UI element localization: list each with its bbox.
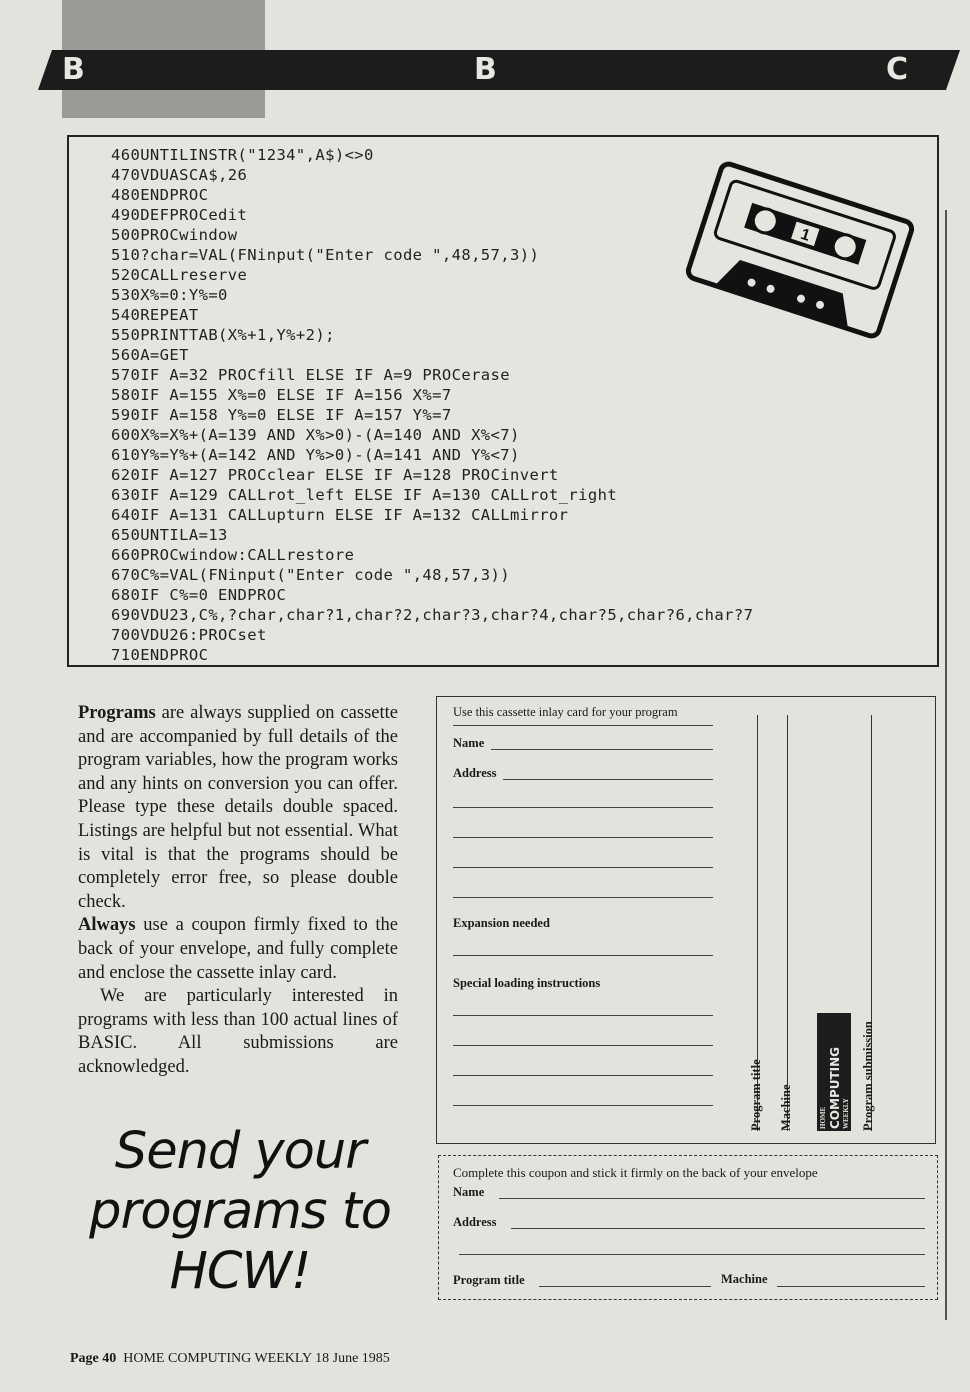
- coupon-machine-label: Machine: [721, 1272, 768, 1286]
- inlay-address-field-3[interactable]: [453, 837, 713, 838]
- headline-line-1: Send your: [114, 1122, 366, 1181]
- article-paragraph-2: [78, 914, 398, 985]
- listing-line: 680IF C%=0 ENDPROC: [111, 586, 287, 604]
- listing-line: 620IF A=127 PROCclear ELSE IF A=128 PROCinvert: [111, 466, 559, 484]
- listing-line: 560A=GET: [111, 346, 189, 364]
- inlay-special-field[interactable]: [453, 1015, 713, 1016]
- inlay-name-field[interactable]: [491, 749, 713, 750]
- inlay-spine-line-2: [787, 715, 788, 1131]
- inlay-title: Use this cassette inlay card for your program: [453, 705, 678, 719]
- inlay-special-field-4[interactable]: [453, 1105, 713, 1106]
- listing-line: 640IF A=131 CALLupturn ELSE IF A=132 CALLmirror: [111, 506, 569, 524]
- inlay-expansion-label: Expansion needed: [453, 916, 550, 930]
- inlay-address-field-2[interactable]: [453, 807, 713, 808]
- article-paragraph-1: [78, 702, 398, 914]
- listing-line: 570IF A=32 PROCfill ELSE IF A=9 PROCerase: [111, 366, 511, 384]
- coupon-program-title-label: Program title: [453, 1273, 525, 1287]
- banner-letter-left: B: [62, 52, 85, 87]
- listing-line: 530X%=0:Y%=0: [111, 286, 228, 304]
- coupon-address-field-2[interactable]: [459, 1254, 925, 1255]
- svg-text:1: 1: [798, 225, 813, 245]
- logo-computing: COMPUTING: [828, 1046, 842, 1129]
- coupon-machine-field[interactable]: [777, 1286, 925, 1287]
- listing-line: 470VDUASCA$,26: [111, 166, 248, 184]
- cassette-icon: [680, 150, 920, 350]
- article-p1-text: are always supplied on cassette and are accompanied by full details of the program variables, how the program works and any hints on conversion you can offer. Please type these details double spaced. Listings are helpful but not essential. What is vital is that the programs should be completely error free, so please double check.: [78, 703, 398, 912]
- submission-article: [78, 702, 398, 1080]
- headline-line-3: HCW!: [169, 1242, 311, 1301]
- article-lead-always: Always: [78, 915, 136, 936]
- coupon-title: Complete this coupon and stick it firmly on the back of your envelope: [453, 1165, 818, 1180]
- submission-coupon: [438, 1155, 938, 1300]
- hcw-logo: [817, 1013, 851, 1131]
- inlay-special-field-2[interactable]: [453, 1045, 713, 1046]
- page-footer: [70, 1351, 390, 1367]
- listing-line: 580IF A=155 X%=0 ELSE IF A=156 X%=7: [111, 386, 452, 404]
- inlay-name-label: Name: [453, 736, 485, 750]
- coupon-program-title-field[interactable]: [539, 1286, 711, 1287]
- headline-line-2: programs to: [89, 1182, 391, 1241]
- headline: [70, 1122, 410, 1302]
- program-listing: [111, 145, 753, 665]
- listing-line: 500PROCwindow: [111, 226, 238, 244]
- logo-home: HOME: [819, 1106, 827, 1129]
- listing-line: 540REPEAT: [111, 306, 199, 324]
- listing-line: 670C%=VAL(FNinput("Enter code ",48,57,3)): [111, 566, 511, 584]
- listing-line: 660PROCwindow:CALLrestore: [111, 546, 355, 564]
- cassette-inlay-card: [436, 696, 936, 1144]
- article-p2-text: use a coupon firmly fixed to the back of your envelope, and fully complete and enclose the cassette inlay card.: [78, 915, 398, 983]
- inlay-address-field-5[interactable]: [453, 897, 713, 898]
- inlay-divider: [453, 725, 713, 726]
- inlay-expansion-field[interactable]: [453, 955, 713, 956]
- listing-line: 690VDU23,C%,?char,char?1,char?2,char?3,char?4,char?5,char?6,char?7: [111, 606, 754, 624]
- article-paragraph-3: We are particularly interested in programs with less than 100 actual lines of BASIC. All submissions are acknowledged.: [78, 986, 398, 1077]
- coupon-address-field[interactable]: [511, 1228, 925, 1229]
- logo-weekly: WEEKLY: [842, 1098, 850, 1129]
- listing-line: 520CALLreserve: [111, 266, 248, 284]
- listing-line: 590IF A=158 Y%=0 ELSE IF A=157 Y%=7: [111, 406, 452, 424]
- banner-letter-right: C: [886, 52, 909, 87]
- inlay-program-submission-label: Program submission: [861, 1021, 875, 1131]
- listing-line: 610Y%=Y%+(A=142 AND Y%>0)-(A=141 AND Y%<7): [111, 446, 520, 464]
- inlay-special-field-3[interactable]: [453, 1075, 713, 1076]
- listing-line: 510?char=VAL(FNinput("Enter code ",48,57,3)): [111, 246, 540, 264]
- publication-info: HOME COMPUTING WEEKLY 18 June 1985: [123, 1351, 390, 1366]
- coupon-name-field[interactable]: [499, 1198, 925, 1199]
- inlay-program-title-label: Program title: [749, 1059, 763, 1131]
- listing-line: 480ENDPROC: [111, 186, 209, 204]
- listing-line: 630IF A=129 CALLrot_left ELSE IF A=130 CALLrot_right: [111, 486, 618, 504]
- page-edge-rule: [945, 210, 947, 1320]
- inlay-special-label: Special loading instructions: [453, 976, 601, 990]
- listing-line: 710ENDPROC: [111, 646, 209, 664]
- section-banner: [38, 50, 960, 90]
- listing-line: 550PRINTTAB(X%+1,Y%+2);: [111, 326, 335, 344]
- listing-line: 700VDU26:PROCset: [111, 626, 267, 644]
- article-lead-programs: Programs: [78, 703, 156, 723]
- inlay-address-field[interactable]: [503, 779, 713, 780]
- listing-line: 650UNTILA=13: [111, 526, 228, 544]
- coupon-address-label: Address: [453, 1215, 497, 1229]
- banner-stripe: [38, 50, 960, 90]
- inlay-address-label: Address: [453, 766, 497, 780]
- page-number: Page 40: [70, 1351, 117, 1366]
- inlay-address-field-4[interactable]: [453, 867, 713, 868]
- listing-line: 490DEFPROCedit: [111, 206, 248, 224]
- listing-line: 460UNTILINSTR("1234",A$)<>0: [111, 146, 374, 164]
- inlay-machine-label: Machine: [779, 1084, 793, 1131]
- coupon-name-label: Name: [453, 1185, 485, 1199]
- banner-letter-middle: B: [474, 52, 497, 87]
- listing-line: 600X%=X%+(A=139 AND X%>0)-(A=140 AND X%<7): [111, 426, 520, 444]
